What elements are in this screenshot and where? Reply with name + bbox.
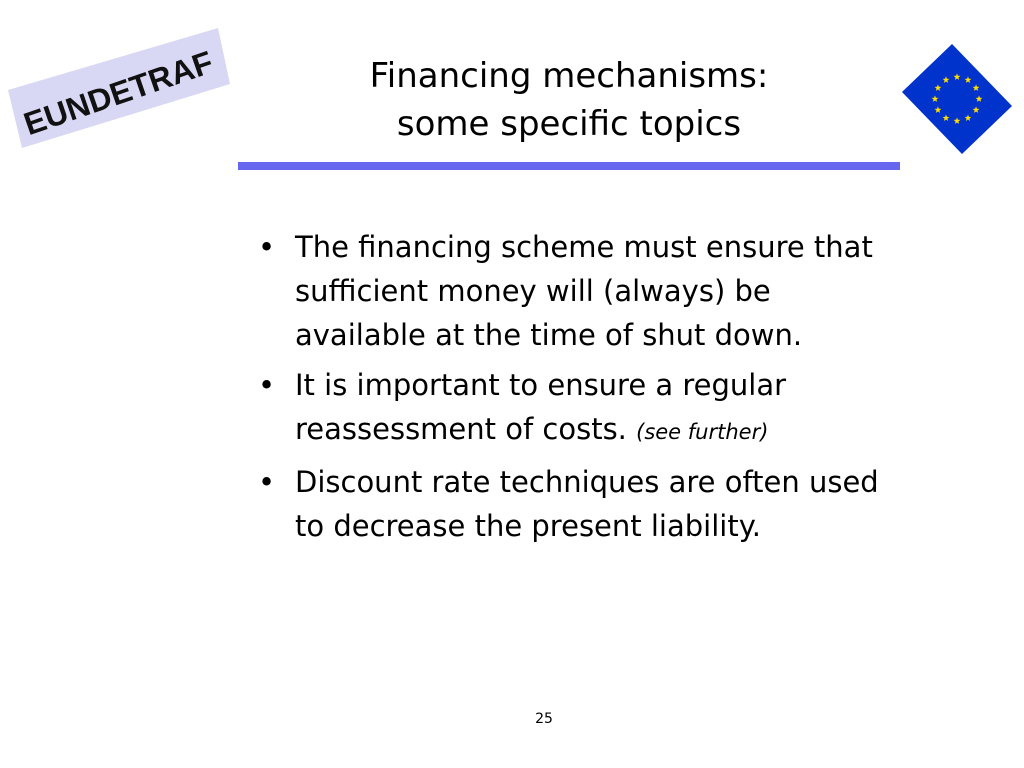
bullet-item — [258, 460, 908, 548]
bullet-marker: • — [258, 465, 276, 499]
logo-text: EUNDETRAF — [19, 43, 218, 143]
bullet-list — [258, 225, 908, 554]
page-number: 25 — [535, 711, 553, 727]
title-underline — [238, 162, 900, 170]
bullet-note: (see further) — [636, 420, 769, 444]
slide-title — [238, 52, 900, 148]
title-line-2: some specific topics — [396, 104, 742, 144]
title-line-1: Financing mechanisms: — [369, 56, 769, 96]
bullet-text: The financing scheme must ensure that sufficient money will (always) be available at the time of shut down. — [295, 230, 873, 352]
bullet-item — [258, 363, 908, 454]
bullet-text: It is important to ensure a regular reassessment of costs. — [295, 368, 787, 446]
eundetraf-logo — [8, 28, 230, 148]
eu-flag-icon — [898, 40, 1016, 158]
bullet-item — [258, 225, 908, 357]
bullet-text: Discount rate techniques are often used to decrease the present liability. — [295, 465, 879, 543]
bullet-marker: • — [258, 230, 276, 264]
bullet-marker: • — [258, 368, 276, 402]
